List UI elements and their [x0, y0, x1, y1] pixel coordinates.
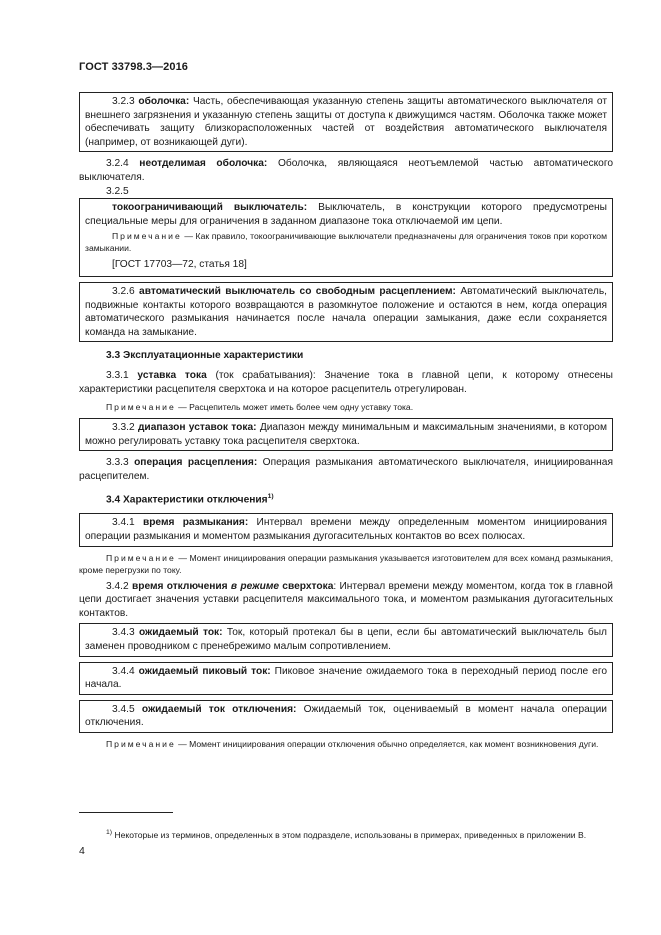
clause-number: 3.3.1 — [106, 369, 129, 381]
definition-3-4-5 — [85, 703, 607, 730]
term: автоматический выключатель со свободным расцеплением: — [139, 285, 456, 297]
definition-box-3-4-4 — [79, 662, 613, 695]
definition-3-4-2 — [79, 580, 613, 621]
note-label: Примечание — [106, 402, 176, 413]
definition-text: Часть, обеспечивающая указанную степень защиты автоматического выключателя от внешнего загрязнения и указанную степень защиты от доступа к движущимся частям. Оболочка также может обеспечивать защиту близкорасположенных частей от воздействия автоматического выключателя (например, от возникающей дуги). — [85, 96, 607, 148]
clause-number-3-2-5: 3.2.5 — [106, 185, 129, 197]
term-part: время отключения — [131, 580, 231, 592]
definition-box-3-4-5 — [79, 700, 613, 733]
document-body — [79, 92, 613, 754]
definition-text: Выключатель, в конструкции которого предусмотрены специальные меры для ограничения в заданном диапазоне тока отключаемой им цепи. — [85, 202, 607, 227]
note — [79, 401, 613, 413]
definition-text: Ток, который протекал бы в цепи, если бы автоматический выключатель был заменен проводником с пренебрежимо малым сопротивлением. — [85, 627, 607, 653]
definition-box-3-4-1 — [79, 513, 613, 546]
note — [79, 738, 613, 750]
note-label: Примечание — [106, 738, 176, 749]
note-text: — Момент инициирования операции размыкания указывается изготовителем для всех команд размыкания, кроме перегрузки по току. — [79, 552, 614, 575]
definition-text: : Интервал времени между моментом, когда ток в главной цепи достигает значения уставки расцепителя максимального тока, и моментом размыкания дугогасительных контактов. — [79, 580, 613, 619]
clause-number: 3.4.4 — [112, 665, 135, 677]
definition-box-3-2-5 — [79, 198, 613, 277]
term: токоограничивающий выключатель: — [112, 202, 308, 214]
clause-number: 3.4.3 — [112, 627, 135, 639]
note-text: — Момент инициирования операции отключения обычно определяется, как момент возникновения дуги. — [178, 738, 599, 749]
definition-3-2-4 — [79, 157, 613, 184]
note — [85, 230, 607, 254]
footnote-marker: 1) — [267, 493, 274, 501]
note-label: Примечание — [106, 552, 176, 563]
term: оболочка: — [138, 96, 190, 107]
term: неотделимая оболочка: — [139, 158, 268, 170]
definition-text: Оболочка, являющаяся неотъемлемой частью автоматического выключателя. — [79, 158, 613, 183]
definition-text: Диапазон между минимальным и максимальным значениями, в котором можно регулировать уставку тока расцепителя сверхтока. — [85, 422, 607, 447]
note-label: Примечание — [112, 231, 182, 242]
footnote — [79, 827, 613, 841]
definition-text: (ток срабатывания): Значение тока в главной цепи, к которому отнесены характеристики расцепителя сверхтока и на которое расцепитель отрегулирован. — [79, 369, 613, 395]
definition-box-3-4-3 — [79, 623, 613, 656]
footnote-marker: 1) — [106, 828, 113, 836]
footnote-text: Некоторые из терминов, определенных в этом подразделе, использованы в примерах, приведенных в приложении В. — [114, 829, 587, 840]
term-italic-part: в режиме — [230, 580, 280, 592]
section-heading-3-4 — [79, 490, 613, 507]
clause-number: 3.4.5 — [112, 703, 135, 715]
definition-text: Автоматический выключатель, подвижные контакты которого возвращаются в разомкнутое положение и остаются в нем, когда операция автоматического размыкания начинается после начала операции замыкания, даже если сохраняется команда на замыкание. — [85, 285, 607, 338]
definition-text: Пиковое значение ожидаемого тока в переходный период после его начала. — [85, 665, 607, 691]
section-heading-3-3: 3.3 Эксплуатационные характеристики — [106, 350, 304, 362]
definition-3-3-2 — [85, 421, 607, 448]
page-header: ГОСТ 33798.3—2016 — [79, 61, 189, 73]
definition-box-3-3-2 — [79, 418, 613, 451]
definition-3-4-4 — [85, 665, 607, 692]
definition-3-2-5 — [85, 201, 607, 228]
definition-box-3-2-6 — [79, 282, 613, 342]
term — [132, 581, 333, 592]
clause-number: 3.2.6 — [112, 285, 135, 297]
definition-text: Ожидаемый ток, оцениваемый в момент начала операции отключения. — [85, 703, 607, 729]
term: ожидаемый ток: — [138, 627, 223, 639]
definition-3-2-3 — [85, 95, 607, 149]
definition-box-3-2-3 — [79, 92, 613, 152]
definition-3-3-3 — [79, 456, 613, 483]
note-text: — Как правило, токоограничивающие выключатели предназначены для ограничения токов при коротком замыкании. — [85, 231, 607, 254]
term: уставка тока — [137, 369, 207, 381]
term: время размыкания: — [142, 517, 249, 529]
term-part: сверхтока — [279, 580, 334, 592]
clause-number: 3.2.4 — [106, 158, 129, 170]
clause-number: 3.4.1 — [112, 517, 135, 529]
note — [79, 552, 613, 576]
definition-3-4-3 — [85, 626, 607, 653]
page-number: 4 — [79, 845, 85, 857]
term: ожидаемый ток отключения: — [141, 703, 297, 715]
definition-3-4-1 — [85, 516, 607, 543]
note-text: — Расцепитель может иметь более чем одну уставку тока. — [178, 402, 414, 413]
section-title: 3.4 Характеристики отключения — [106, 494, 268, 506]
clause-number: 3.3.2 — [112, 422, 135, 434]
source-reference: [ГОСТ 17703—72, статья 18] — [112, 259, 247, 271]
clause-number: 3.2.3 — [112, 96, 135, 107]
term: ожидаемый пиковый ток: — [138, 665, 271, 677]
clause-number: 3.4.2 — [106, 580, 129, 592]
clause-number: 3.3.3 — [106, 457, 129, 469]
definition-text: Операция размыкания автоматического выключателя, инициированная расцепителем. — [79, 457, 613, 482]
term: операция расцепления: — [134, 457, 258, 469]
definition-3-2-6 — [85, 285, 607, 339]
footnote-divider — [79, 812, 173, 813]
definition-text: Интервал времени между определенным моментом инициирования операции размыкания и моментом размыкания дугогасительных контактов во всех полюсах. — [85, 517, 607, 543]
term: диапазон уставок тока: — [137, 422, 257, 434]
definition-3-3-1 — [79, 369, 613, 396]
